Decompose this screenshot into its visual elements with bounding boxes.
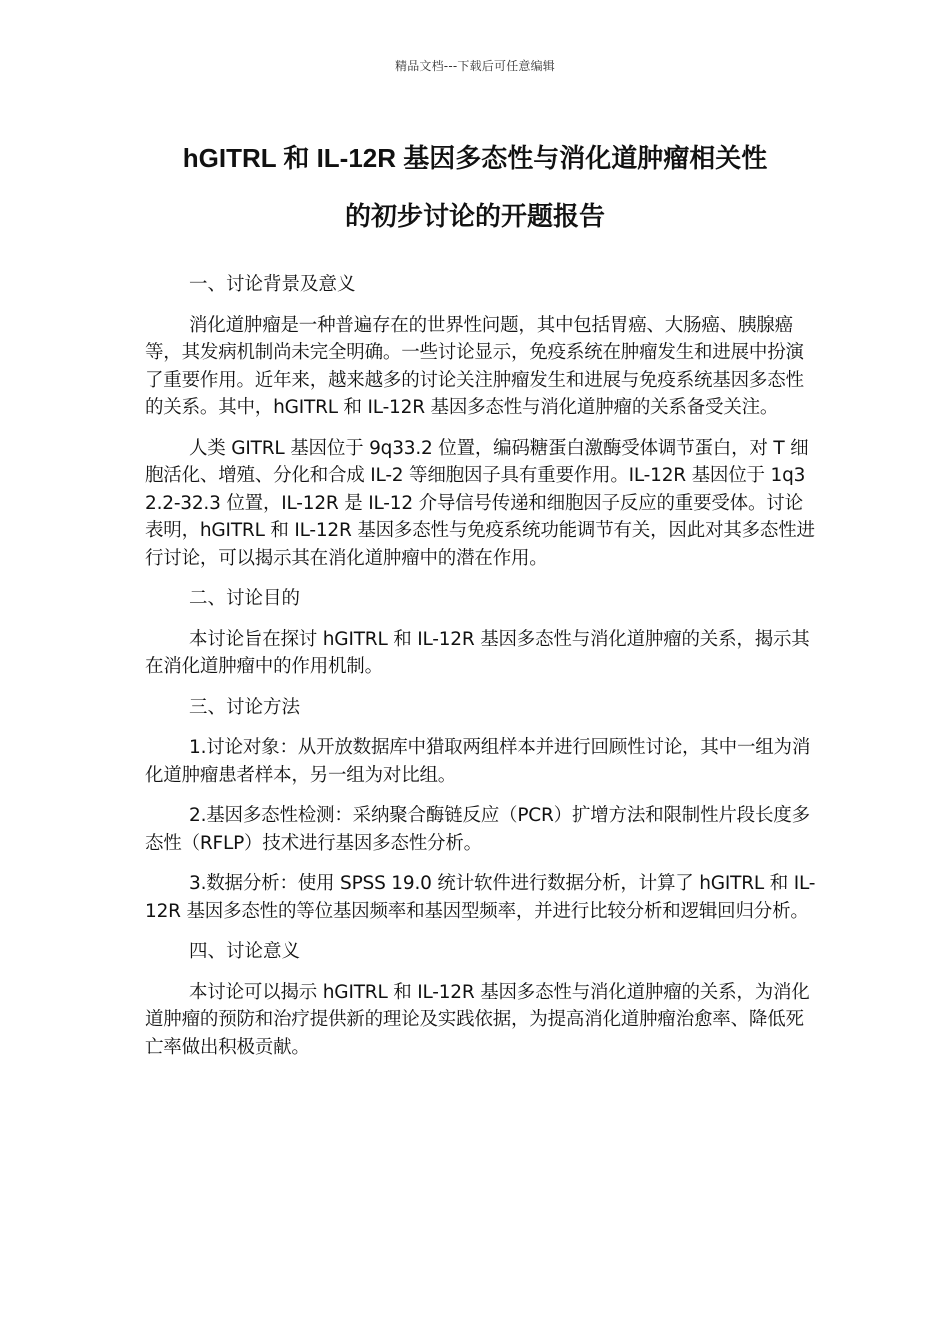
document-title-line-1: hGITRL 和 IL-12R 基因多态性与消化道肿瘤相关性 (182, 143, 768, 173)
paragraph-methods-subjects: 1.讨论对象：从开放数据库中猎取两组样本并进行回顾性讨论，其中一组为消化道肿瘤患者样本，另一组为对比组。 (145, 737, 811, 786)
paragraph-significance: 本讨论可以揭示 hGITRL 和 IL-12R 基因多态性与消化道肿瘤的关系，为消化道肿瘤的预防和治疗提供新的理论及实践依据，为提高消化道肿瘤治愈率、降低死亡率做出积极贡献。 (145, 981, 810, 1058)
paragraph-background-1: 消化道肿瘤是一种普遍存在的世界性问题，其中包括胃癌、大肠癌、胰腺癌等，其发病机制尚未完全明确。一些讨论显示，免疫系统在肿瘤发生和进展中扮演了重要作用。近年来，越来越多的讨论关注肿瘤发生和进展与免疫系统基因多态性的关系。其中，hGITRL 和 IL-12R 基因多态性与消化道肿瘤的关系备受关注。 (145, 314, 804, 418)
paragraph-methods-analysis: 3.数据分析：使用 SPSS 19.0 统计软件进行数据分析，计算了 hGITRL 和 IL-12R 基因多态性的等位基因频率和基因型频率，并进行比较分析和逻辑回归分析。 (145, 873, 816, 922)
header-note: 精品文档---下载后可任意编辑 (395, 59, 555, 73)
section-heading-background: 一、讨论背景及意义 (189, 274, 356, 295)
section-heading-methods: 三、讨论方法 (189, 696, 301, 718)
paragraph-background-2: 人类 GITRL 基因位于 9q33.2 位置，编码糖蛋白激酶受体调节蛋白，对 T 细胞活化、增殖、分化和合成 IL-2 等细胞因子具有重要作用。IL-12R 基因位于 1q32.2-32.3 位置，IL-12R 是 IL-12 介导信号传递和细胞因子反应的重要受体。讨论表明，hGITRL 和 IL-12R 基因多态性与免疫系统功能调节有关，因此对其多态性进行讨论，可以揭示其在消化道肿瘤中的潜在作用。 (145, 437, 815, 569)
section-heading-purpose: 二、讨论目的 (189, 588, 301, 609)
section-heading-significance: 四、讨论意义 (189, 941, 301, 962)
document-body (145, 271, 817, 1074)
paragraph-methods-detection: 2.基因多态性检测：采纳聚合酶链反应（PCR）扩增方法和限制性片段长度多态性（RFLP）技术进行基因多态性分析。 (145, 805, 810, 854)
paragraph-purpose: 本讨论旨在探讨 hGITRL 和 IL-12R 基因多态性与消化道肿瘤的关系，揭示其在消化道肿瘤中的作用机制。 (145, 628, 810, 677)
document-title-line-2: 的初步讨论的开题报告 (344, 201, 605, 231)
